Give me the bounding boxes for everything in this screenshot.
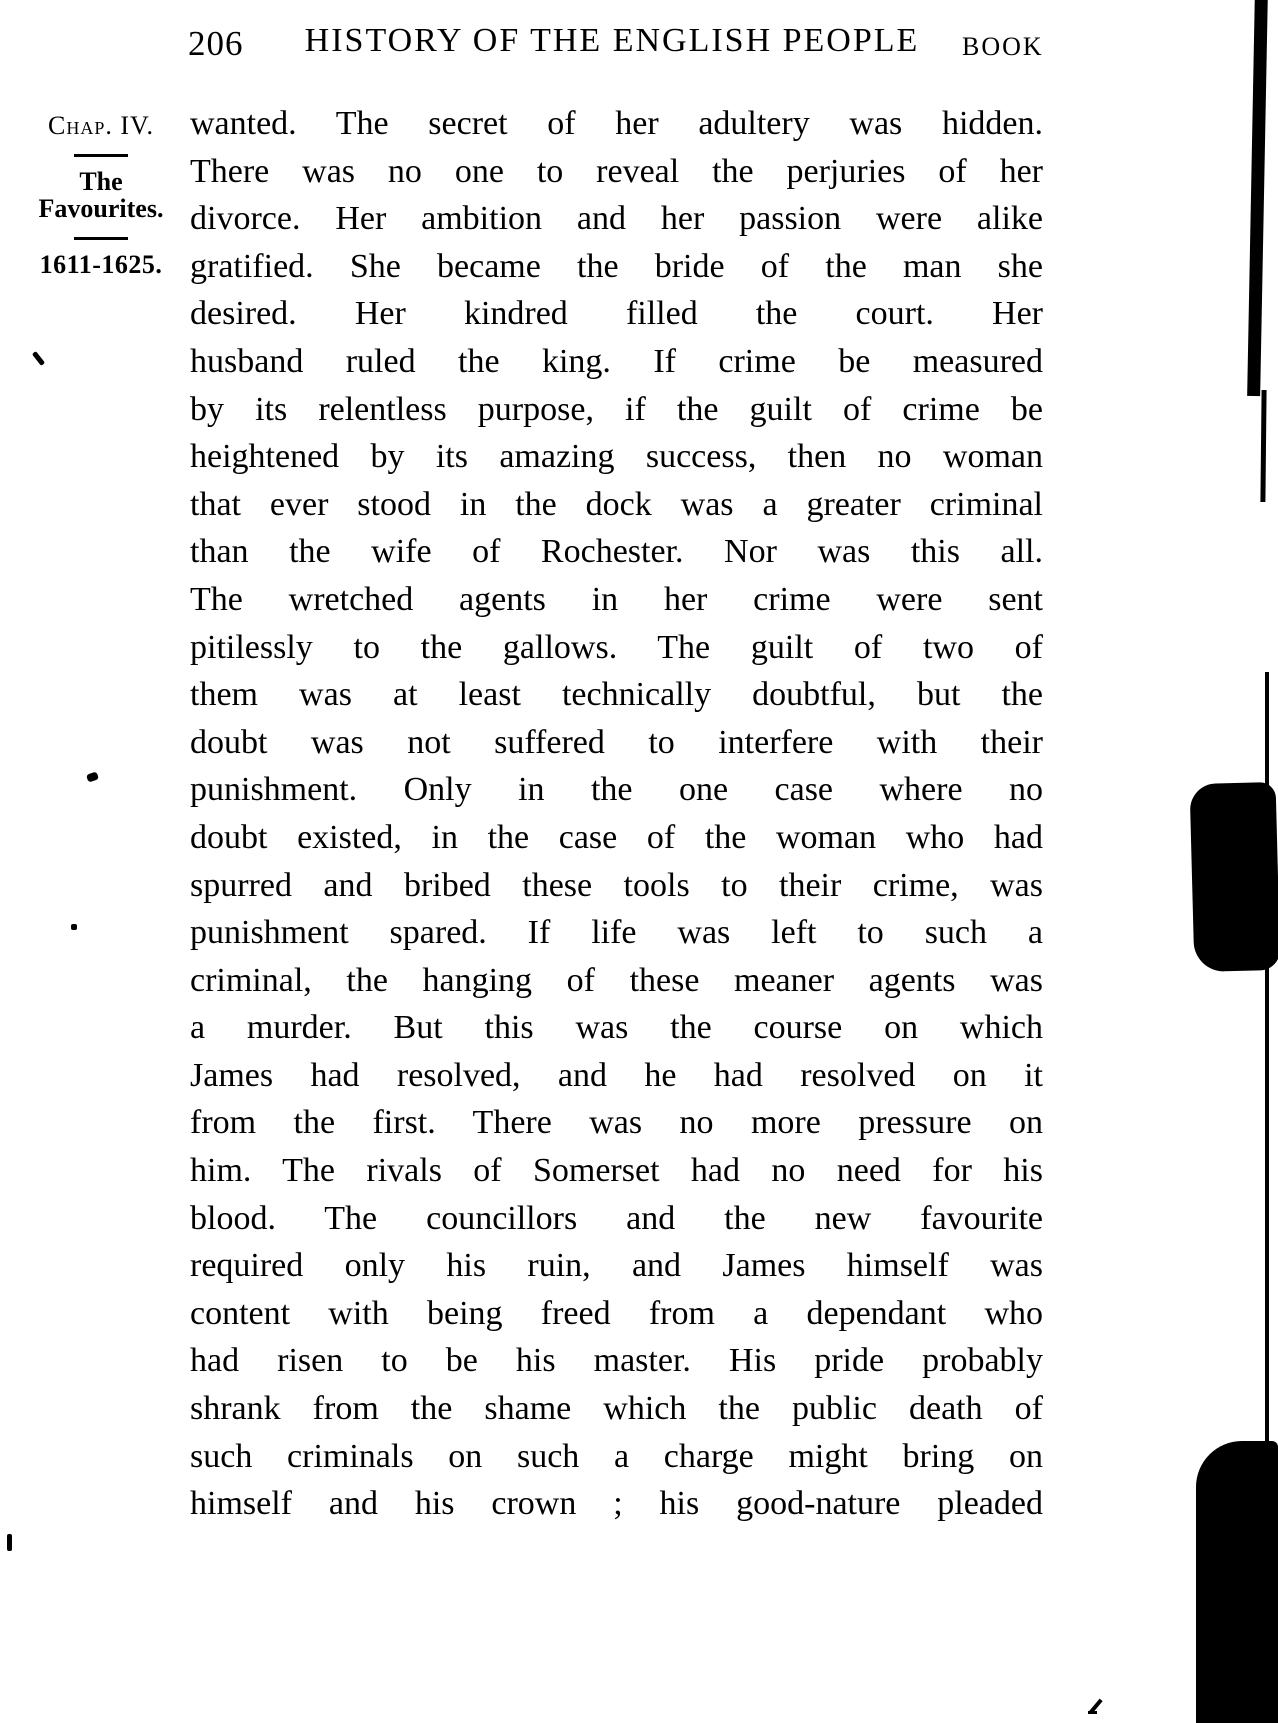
scan-artifact-speck-5-base [1088,1711,1097,1714]
body-text-line: content with being freed from a dependant who [190,1294,1043,1332]
body-text-line: The wretched agents in her crime were sent [190,580,1043,618]
book-label: BOOK [962,32,1044,61]
body-text-line: by its relentless purpose, if the guilt of crime be [190,390,1043,428]
body-text-line: such criminals on such a charge might bring on [190,1437,1043,1475]
body-text-line: shrank from the shame which the public death of [190,1390,1043,1428]
body-text-line: blood. The councillors and the new favourite [190,1199,1043,1237]
scan-artifact-speck-4 [7,1534,12,1551]
scan-artifact-binding-line-top [1247,0,1268,396]
body-text-line: had risen to be his master. His pride probably [190,1342,1043,1380]
chapter-note: Chap. IV. [48,111,154,140]
section-note-line2: Favourites. [38,194,164,223]
body-text-line: husband ruled the king. If crime be measured [190,342,1043,380]
body-text-line: himself and his crown ; his good-nature pleaded [190,1485,1043,1523]
scan-artifact-binding-line-mid [1260,390,1266,502]
scan-artifact-ink-blob-lower [1196,1441,1278,1723]
scan-artifact-speck-1 [32,351,45,366]
margin-rule [74,154,128,157]
margin-notes [16,112,186,278]
body-text-line: divorce. Her ambition and her passion were alike [190,200,1043,238]
body-text-line: doubt was not suffered to interfere with their [190,723,1043,761]
body-text-line: desired. Her kindred filled the court. Her [190,295,1043,333]
body-text-line: from the first. There was no more pressure on [190,1104,1043,1142]
page-number: 206 [188,24,244,63]
body-text-line: doubt existed, in the case of the woman who had [190,818,1043,856]
body-text-line: criminal, the hanging of these meaner agents was [190,961,1043,999]
body-text-line: pitilessly to the gallows. The guilt of two of [190,628,1043,666]
date-range-note: 1611-1625. [39,250,163,279]
scan-artifact-speck-3 [71,924,77,930]
margin-rule [74,237,128,240]
body-text-line: than the wife of Rochester. Nor was this all. [190,533,1043,571]
body-text-line: wanted. The secret of her adultery was hidden. [190,105,1043,142]
running-header-title: HISTORY OF THE ENGLISH PEOPLE [304,22,920,59]
body-text-line: James had resolved, and he had resolved on it [190,1056,1043,1094]
body-text-line: them was at least technically doubtful, but the [190,676,1043,714]
body-text-line: that ever stood in the dock was a greater criminal [190,485,1043,523]
body-text-line: punishment. Only in the one case where no [190,771,1043,809]
scan-artifact-speck-2 [86,771,99,782]
body-text-line: heightened by its amazing success, then no woman [190,438,1043,476]
body-text-line: required only his ruin, and James himself was [190,1247,1043,1285]
body-text [190,100,1043,1528]
body-text-line: spurred and bribed these tools to their crime, was [190,866,1043,904]
scan-artifact-ink-blob-upper [1190,782,1278,972]
body-text-line: There was no one to reveal the perjuries of her [190,152,1043,190]
section-note-line1: The [79,167,123,196]
body-text-line: a murder. But this was the course on which [190,1009,1043,1047]
body-text-line: him. The rivals of Somerset had no need for his [190,1152,1043,1190]
body-text-line: punishment spared. If life was left to such a [190,914,1043,952]
body-text-line: gratified. She became the bride of the man she [190,247,1043,285]
